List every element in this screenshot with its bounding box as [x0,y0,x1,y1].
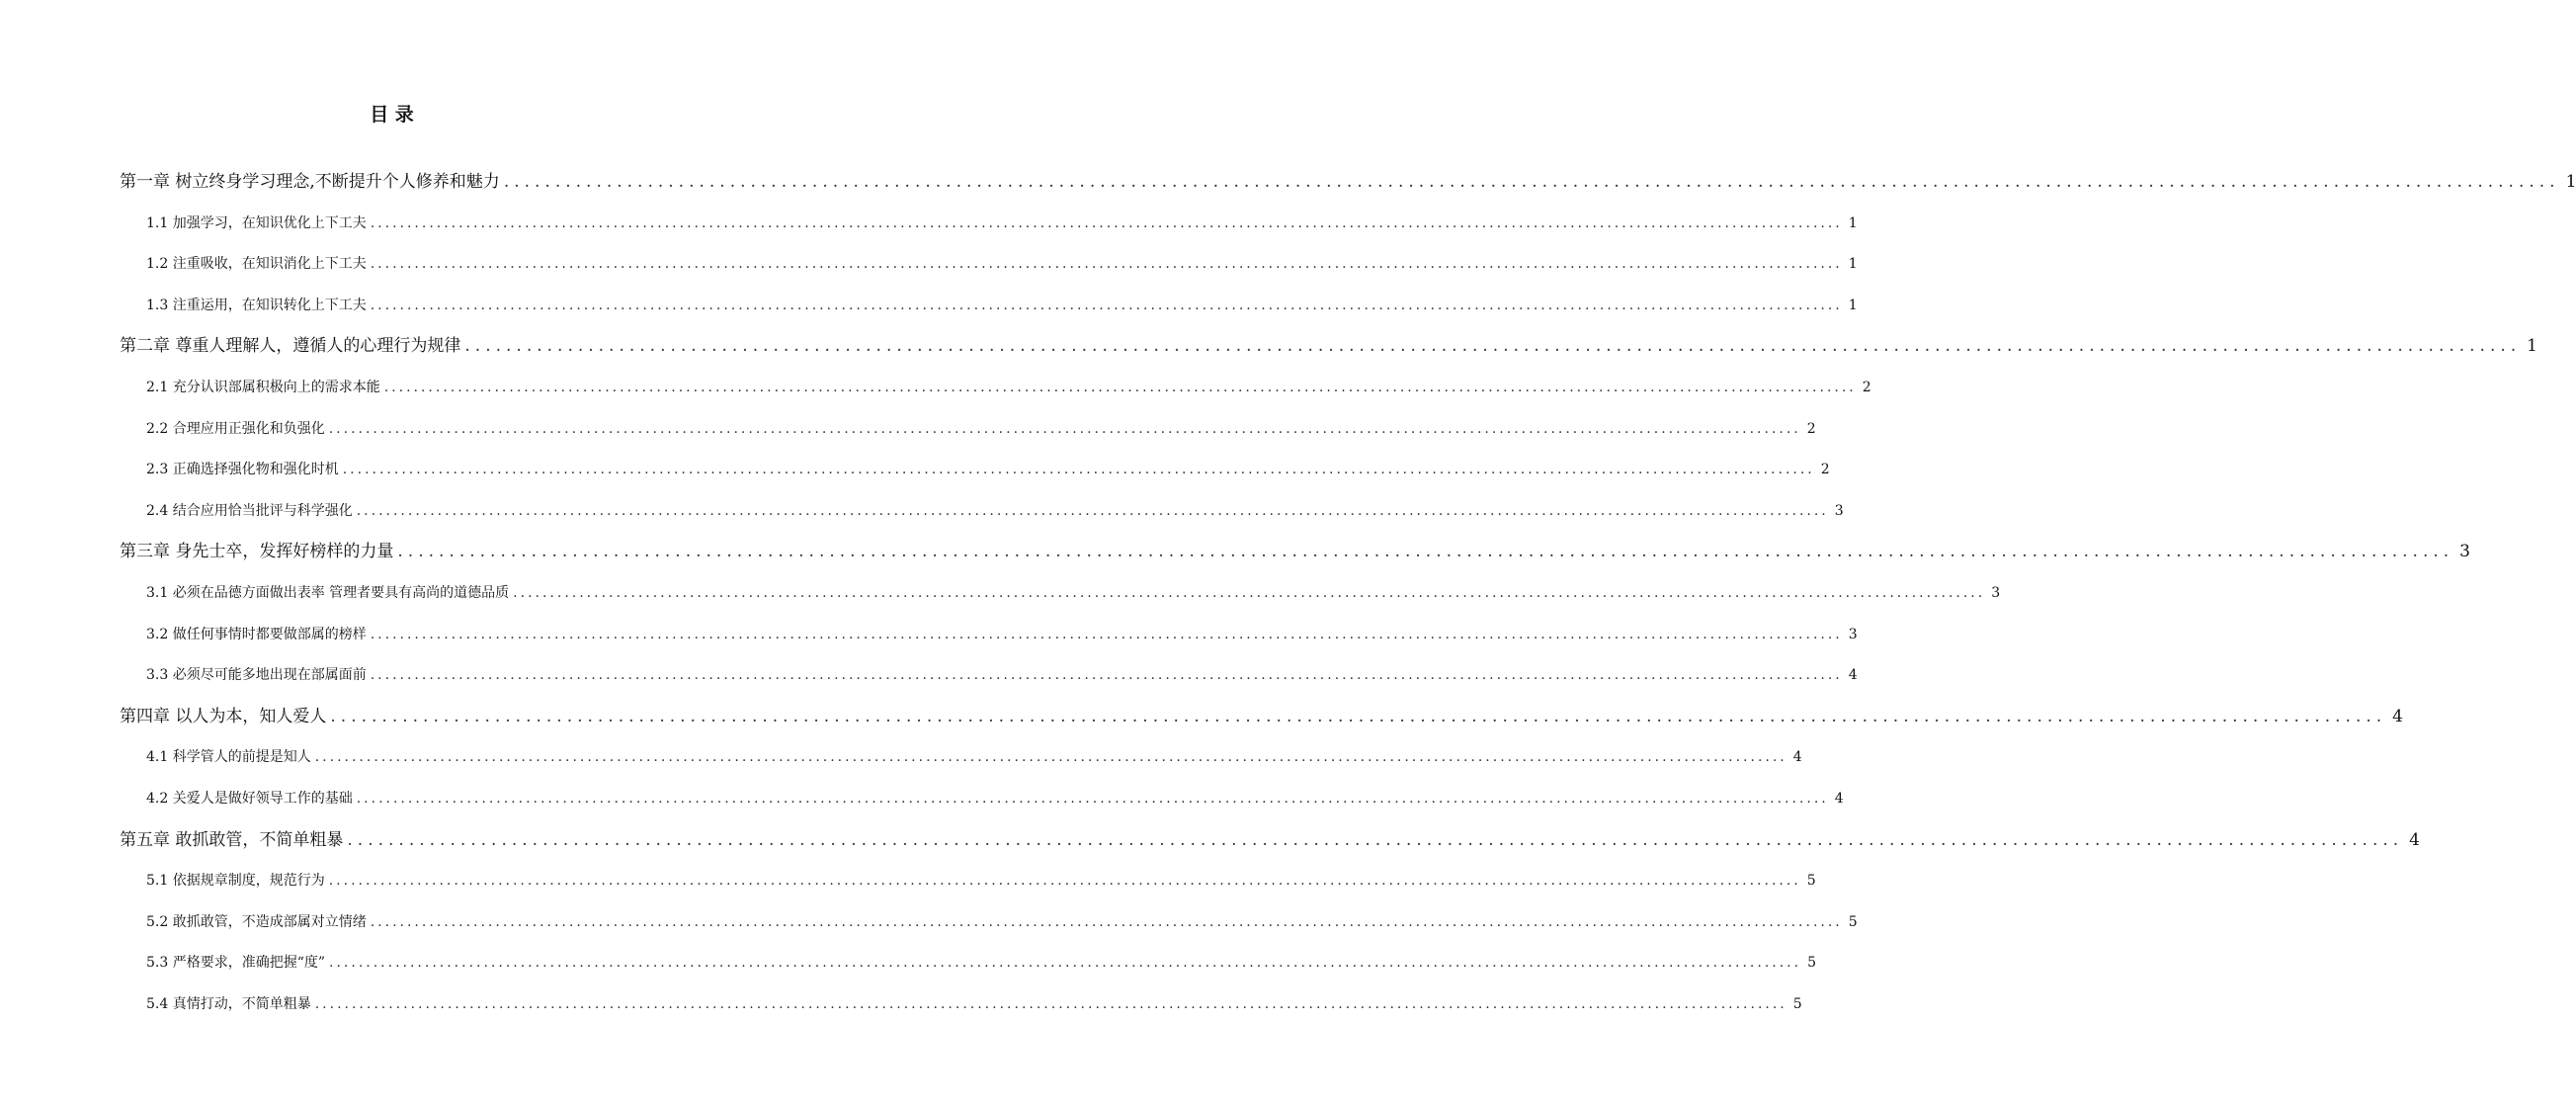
toc-entry-label: 3.3 必须尽可能多地出现在部属面前 [146,667,367,684]
toc-page-number: 3 [1834,502,1844,519]
toc-entry-label: 第二章 尊重人理解人，遵循人的心理行为规律 [120,336,461,357]
toc-entry-label: 2.2 合理应用正强化和负强化 [146,420,325,437]
toc-page-number: 1 [2527,336,2537,357]
toc-page-number: 3 [2459,542,2470,562]
toc-section-entry[interactable] [146,213,1858,234]
toc-chapter-entry[interactable] [120,540,2470,563]
dot-leader: ........................................................................................................................................................................................................ [314,749,1787,766]
toc-entry-label: 5.1 依据规章制度，规范行为 [146,873,325,890]
dot-leader: ........................................................................................................................................................................................................ [464,336,2522,357]
dot-leader: ........................................................................................................................................................................................................ [330,706,2387,726]
toc-section-entry[interactable] [146,870,1816,892]
toc-section-entry[interactable] [146,418,1816,440]
toc-page-number: 3 [1991,585,2001,601]
dot-leader: ........................................................................................................................................................................................................ [370,913,1843,930]
toc-entry-label: 第一章 树立终身学习理念,不断提升个人修养和魅力 [120,172,500,192]
toc-section-entry[interactable] [146,253,1858,275]
toc-entry-label: 4.1 科学管人的前提是知人 [146,749,311,766]
toc-entry-label: 5.4 真情打动，不简单粗暴 [146,996,311,1012]
dot-leader: ........................................................................................................................................................................................................ [314,996,1787,1012]
dot-leader: ........................................................................................................................................................................................................ [328,420,1801,437]
toc-entry-label: 第三章 身先士卒，发挥好榜样的力量 [120,542,394,562]
dot-leader: ........................................................................................................................................................................................................ [328,873,1801,890]
toc-entry-label: 4.2 关爱人是做好领导工作的基础 [146,791,353,807]
toc-entry-label: 5.3 严格要求，准确把握“度” [146,955,326,972]
dot-leader: ........................................................................................................................................................................................................ [329,955,1802,972]
dot-leader: ........................................................................................................................................................................................................ [356,502,1829,519]
toc-section-entry[interactable] [146,377,1871,398]
dot-leader: ........................................................................................................................................................................................................ [370,214,1843,231]
dot-leader: ........................................................................................................................................................................................................ [342,462,1815,478]
toc-entry-label: 2.1 充分认识部属积极向上的需求本能 [146,380,380,395]
toc-entry-label: 5.2 敢抓敢管，不造成部属对立情绪 [146,913,367,930]
toc-entry-label: 3.2 做任何事情时都要做部属的榜样 [146,626,367,642]
toc-page-number: 5 [1807,955,1816,972]
toc-section-entry[interactable] [146,952,1816,974]
toc-page-number: 1 [1848,214,1858,231]
toc-section-entry[interactable] [146,911,1858,933]
toc-section-entry[interactable] [146,664,1858,686]
toc-page-number: 4 [1792,749,1802,766]
toc-page-number: 2 [1862,380,1871,395]
toc-entry-label: 3.1 必须在品德方面做出表率 管理者要具有高尚的道德品质 [146,585,510,601]
toc-chapter-entry[interactable] [120,705,2403,728]
toc-page-number: 1 [1848,297,1858,313]
toc-entry-label: 1.2 注重吸收，在知识消化上下工夫 [146,256,367,273]
toc-section-entry[interactable] [146,788,1844,810]
dot-leader: ........................................................................................................................................................................................................ [503,172,2560,192]
dot-leader: ........................................................................................................................................................................................................ [370,256,1843,273]
dot-leader: ........................................................................................................................................................................................................ [397,542,2454,562]
toc-section-entry[interactable] [146,582,2001,604]
toc-page-number: 4 [1834,791,1844,807]
toc-entry-label: 1.1 加强学习，在知识优化上下工夫 [146,214,367,231]
toc-entry-label: 第五章 敢抓敢管，不简单粗暴 [120,829,344,850]
dot-leader: ........................................................................................................................................................................................................ [383,380,1857,395]
toc-page-number: 5 [1848,913,1858,930]
dot-leader: ........................................................................................................................................................................................................ [513,585,1986,601]
toc-page-number: 4 [2409,829,2420,850]
toc-section-entry[interactable] [146,500,1844,522]
toc-chapter-entry[interactable] [120,170,2576,194]
dot-leader: ........................................................................................................................................................................................................ [370,297,1843,313]
toc-page-number: 3 [1848,626,1858,642]
toc-entry-label: 2.4 结合应用恰当批评与科学强化 [146,502,353,519]
toc-entry-label: 2.3 正确选择强化物和强化时机 [146,462,339,478]
toc-page-number: 1 [1848,256,1858,273]
dot-leader: ........................................................................................................................................................................................................ [356,791,1829,807]
toc-chapter-entry[interactable] [120,334,2537,358]
toc-entry-label: 第四章 以人为本，知人爱人 [120,706,327,726]
toc-entry-label: 1.3 注重运用，在知识转化上下工夫 [146,297,367,313]
toc-section-entry[interactable] [146,459,1830,480]
dot-leader: ........................................................................................................................................................................................................ [347,829,2404,850]
toc-page-number: 1 [2565,172,2576,192]
toc-page-number: 4 [2392,706,2403,726]
toc-page-number: 5 [1806,873,1816,890]
toc-section-entry[interactable] [146,295,1858,316]
toc-section-entry[interactable] [146,624,1858,645]
dot-leader: ........................................................................................................................................................................................................ [370,667,1843,684]
toc-page-number: 2 [1806,420,1816,437]
toc-chapter-entry[interactable] [120,828,2420,852]
toc-page-number: 2 [1820,462,1830,478]
toc-section-entry[interactable] [146,746,1802,768]
toc-section-entry[interactable] [146,993,1802,1015]
toc-page-number: 5 [1792,996,1802,1012]
page-title: 目 录 [370,104,414,126]
toc-page-number: 4 [1848,667,1858,684]
dot-leader: ........................................................................................................................................................................................................ [370,626,1843,642]
